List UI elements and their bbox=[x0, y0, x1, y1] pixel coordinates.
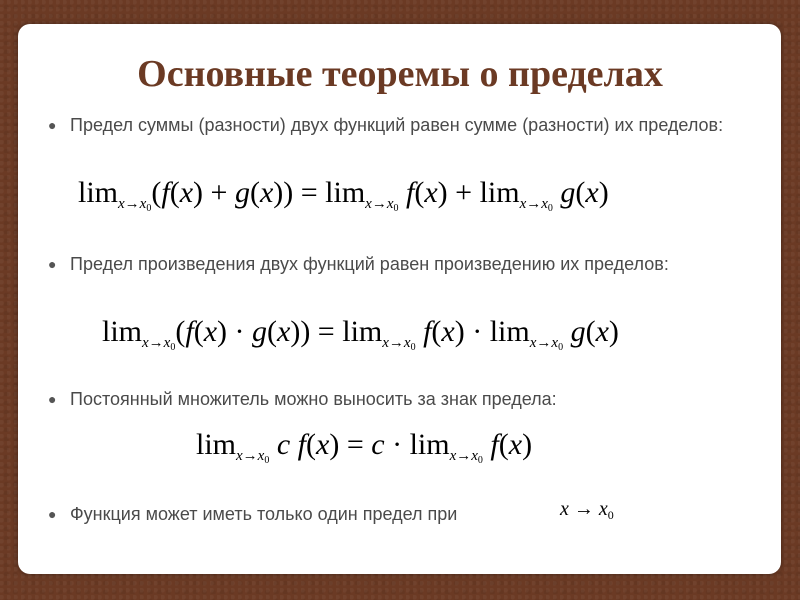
bullet-dot-icon: ● bbox=[48, 506, 57, 522]
bullet-text: Постоянный множитель можно выносить за знак предела: bbox=[70, 389, 557, 409]
bullet-dot-icon: ● bbox=[48, 117, 57, 133]
bullet-text: Предел суммы (разности) двух функций равен сумме (разности) их пределов: bbox=[70, 115, 724, 135]
bullet-dot-icon: ● bbox=[48, 256, 57, 272]
bullet-sum bbox=[48, 114, 748, 136]
formula-constant-limit: $\lim_{x\to x_0} c$ $f(x) = c \cdot \lim_{x\to x_0} f(x)$ bbox=[196, 428, 533, 466]
slide-card bbox=[18, 24, 781, 574]
bullet-text: Предел произведения двух функций равен произведению их пределов: bbox=[70, 254, 669, 274]
formula-limit-point: $x \to x_0$ bbox=[560, 498, 614, 522]
bullet-dot-icon: ● bbox=[48, 391, 57, 407]
bullet-unique-limit bbox=[48, 503, 748, 525]
bullet-text: Функция может иметь только один предел при bbox=[70, 504, 458, 524]
slide-title: Основные теоремы о пределах bbox=[137, 53, 663, 95]
formula-sum-limit: $\lim_{x\to x_0}(f(x) + g(x)) = \lim_{x\to x_0} f(x) + \lim_{x\to x_0} g(x)$ bbox=[78, 176, 609, 214]
formula-product-limit: $\lim_{x\to x_0}(f(x) \cdot g(x)) = \lim_{x\to x_0} f(x) \cdot \lim_{x\to x_0} g(x)$ bbox=[102, 315, 619, 353]
bullet-product bbox=[48, 253, 748, 275]
bullet-constant bbox=[48, 388, 748, 410]
